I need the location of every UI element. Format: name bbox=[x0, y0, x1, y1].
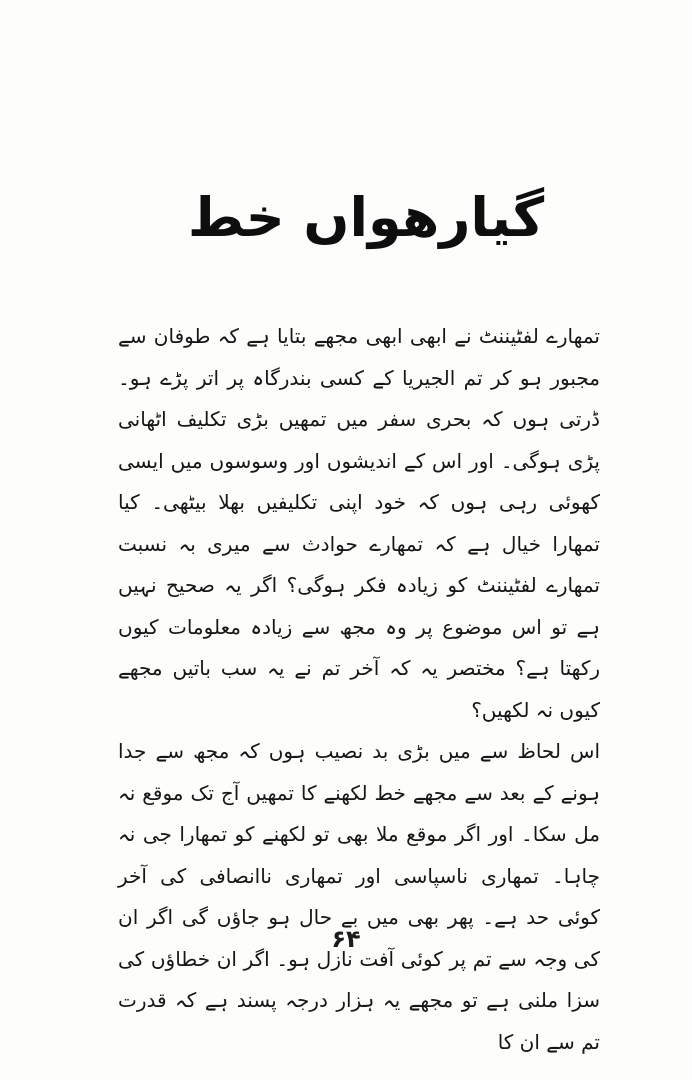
paragraph-2: اس لحاظ سے میں بڑی بد نصیب ہوں کہ مجھ سے جدا ہونے کے بعد سے مجھے خط لکھنے کا تمھیں آج تک موقع نہ مل سکا۔ اور اگر موقع ملا بھی تو لکھنے کو تمھارا جی نہ چاہا۔ تمھاری ناسپاسی اور تمھاری ناانصافی کی آخر کوئی حد ہے۔ پھر بھی میں بے حال ہو جاؤں گی اگر ان کی وجہ سے تم پر کوئی آفت نازل ہو۔ اگر ان خطاؤں کی سزا ملنی ہے تو مجھے یہ ہزار درجہ پسند ہے کہ قدرت تم سے ان کا bbox=[118, 739, 600, 1054]
paragraph-1: تمھارے لفٹیننٹ نے ابھی ابھی مجھے بتایا ہے کہ طوفان سے مجبور ہو کر تم الجیریا کے کسی بندرگاہ پر اتر پڑے ہو۔ ڈرتی ہوں کہ بحری سفر میں تمھیں بڑی تکلیف اٹھانی پڑی ہوگی۔ اور اس کے اندیشوں اور وسوسوں میں ایسی کھوئی رہی ہوں کہ خود اپنی تکلیفیں بھلا بیٹھی۔ کیا تمھارا خیال ہے کہ تمھارے حوادث سے میری بہ نسبت تمھارے لفٹیننٹ کو زیادہ فکر ہوگی؟ اگر یہ صحیح نہیں ہے تو اس موضوع پر وہ مجھ سے زیادہ معلومات کیوں رکھتا ہے؟ مختصر یہ کہ آخر تم نے یہ سب باتیں مجھے کیوں نہ لکھیں؟ bbox=[118, 324, 600, 722]
page-number: ۶۴ bbox=[331, 925, 361, 953]
letter-title: گیارھواں خط bbox=[187, 186, 545, 249]
